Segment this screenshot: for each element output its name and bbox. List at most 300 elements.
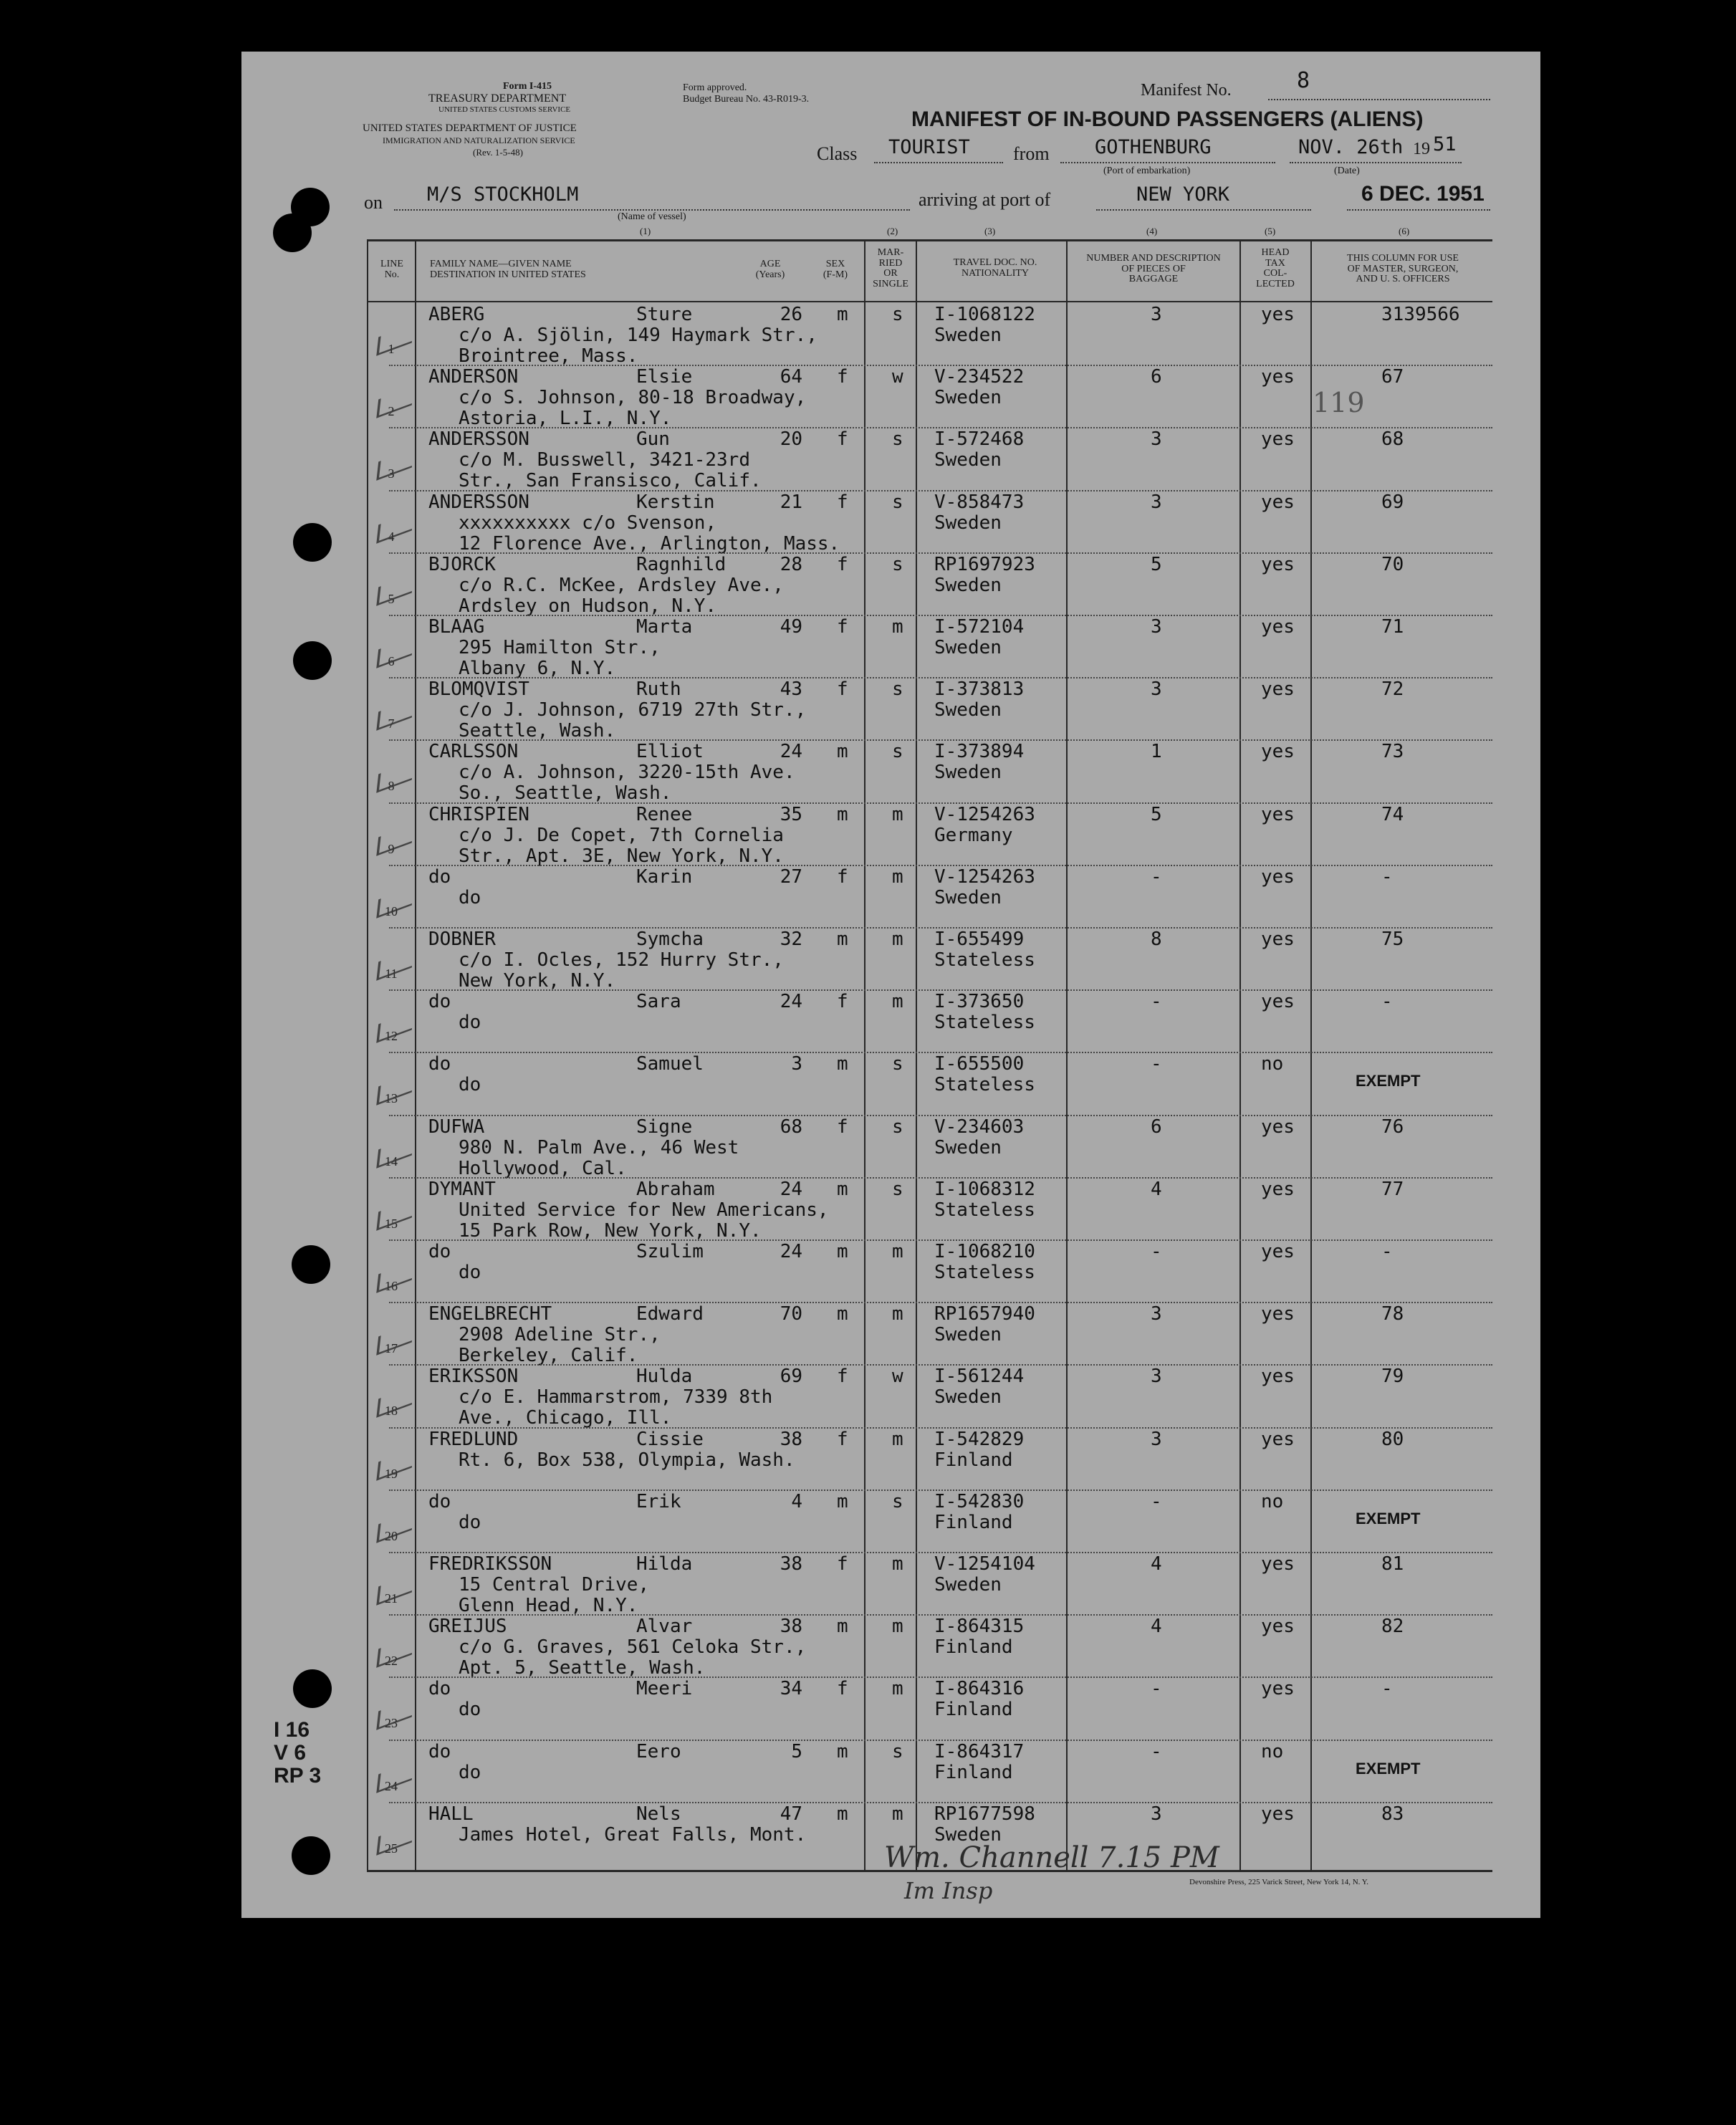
passenger-off: 77: [1381, 1178, 1404, 1200]
passenger-ms: m: [892, 991, 903, 1013]
passenger-addr1: 15 Central Drive,: [459, 1574, 650, 1596]
passenger-tax: no: [1261, 1740, 1284, 1762]
passenger-doc: RP1657940: [934, 1303, 1035, 1325]
passenger-ms: s: [892, 428, 903, 451]
passenger-off: 70: [1381, 553, 1404, 575]
passenger-tax: yes: [1261, 616, 1295, 638]
passenger-family: DYMANT: [428, 1178, 496, 1200]
passenger-nat: Stateless: [934, 1262, 1035, 1283]
passenger-addr1: Rt. 6, Box 538, Olympia, Wash.: [459, 1449, 795, 1471]
passenger-age: 27: [780, 865, 802, 888]
passenger-given: Nels: [636, 1803, 681, 1825]
passenger-sex: m: [837, 1303, 848, 1325]
passenger-sex: f: [837, 1553, 848, 1575]
line-number: 9: [388, 841, 395, 856]
line-number: 13: [385, 1091, 398, 1106]
passenger-given: Signe: [636, 1116, 693, 1138]
passenger-addr2: So., Seattle, Wash.: [459, 782, 672, 805]
passenger-addr2: Glenn Head, N.Y.: [459, 1595, 638, 1616]
vessel-name: M/S STOCKHOLM: [427, 183, 579, 206]
customs-service: UNITED STATES CUSTOMS SERVICE: [438, 105, 571, 114]
passenger-bag: 3: [1151, 1428, 1162, 1450]
passenger-nat: Germany: [934, 824, 1013, 846]
passenger-addr2: Hollywood, Cal.: [459, 1157, 627, 1179]
passenger-given: Elliot: [636, 741, 704, 763]
passenger-addr1: 295 Hamilton Str.,: [459, 637, 661, 658]
passenger-bag: 3: [1151, 1803, 1162, 1825]
binder-hole: [273, 214, 312, 252]
passenger-sex: m: [837, 1241, 848, 1262]
class-value: TOURIST: [888, 136, 970, 158]
inspector-signature: Wm. Channell 7.15 PM: [884, 1841, 1219, 1874]
passenger-nat: Stateless: [934, 1074, 1035, 1096]
passenger-family: ANDERSON: [428, 366, 519, 388]
binder-hole: [292, 1245, 330, 1284]
passenger-given: Abraham: [636, 1178, 715, 1200]
passenger-doc: I-1068312: [934, 1178, 1035, 1200]
passenger-addr2: 12 Florence Ave., Arlington, Mass.: [459, 532, 840, 555]
passenger-bag: 6: [1151, 366, 1162, 388]
passenger-addr2: Ave., Chicago, Ill.: [459, 1407, 672, 1429]
passenger-given: Gun: [636, 428, 670, 451]
inspector-title: Im Insp: [904, 1877, 993, 1904]
passenger-sex: f: [837, 678, 848, 701]
passenger-sex: f: [837, 553, 848, 575]
passenger-doc: V-234603: [934, 1116, 1025, 1138]
passenger-bag: 4: [1151, 1178, 1162, 1200]
passenger-family: ABERG: [428, 304, 485, 325]
passenger-ms: s: [892, 1116, 903, 1138]
passenger-tax: yes: [1261, 1553, 1295, 1575]
col-header-headtax: HEAD TAX COL- LECTED: [1256, 247, 1295, 290]
passenger-ms: m: [892, 1678, 903, 1700]
vessel-line: [394, 209, 910, 211]
passenger-bag: -: [1151, 1740, 1162, 1762]
passenger-doc: RP1697923: [934, 553, 1035, 575]
passenger-addr2: New York, N.Y.: [459, 970, 616, 992]
passenger-sex: f: [837, 991, 848, 1013]
passenger-age: 28: [780, 553, 802, 575]
passenger-ms: m: [892, 865, 903, 888]
passenger-tax: yes: [1261, 428, 1295, 451]
passenger-addr1: James Hotel, Great Falls, Mont.: [459, 1823, 807, 1846]
line-number: 16: [385, 1279, 398, 1293]
passenger-sex: f: [837, 1678, 848, 1700]
passenger-doc: RP1677598: [934, 1803, 1035, 1825]
passenger-nat: Finland: [934, 1636, 1013, 1659]
passenger-age: 69: [780, 1366, 802, 1388]
passenger-tax: yes: [1261, 304, 1295, 325]
passenger-family: ERIKSSON: [428, 1366, 519, 1388]
passenger-sex: f: [837, 1116, 848, 1138]
passenger-age: 20: [780, 428, 802, 451]
passenger-bag: -: [1151, 865, 1162, 888]
passenger-sex: f: [837, 491, 848, 513]
passenger-given: Samuel: [636, 1053, 704, 1075]
passenger-bag: -: [1151, 991, 1162, 1013]
passenger-ms: m: [892, 1241, 903, 1262]
passenger-given: Meeri: [636, 1678, 693, 1700]
passenger-ms: w: [892, 1366, 903, 1388]
passenger-age: 3: [791, 1053, 802, 1075]
passenger-doc: V-1254104: [934, 1553, 1035, 1575]
passenger-addr1: do: [459, 1012, 481, 1034]
col-header-baggage: NUMBER AND DESCRIPTION OF PIECES OF BAGGAGE: [1086, 253, 1221, 285]
passenger-family: do: [428, 865, 451, 888]
passenger-given: Cissie: [636, 1428, 704, 1450]
col-rule-sex: [864, 239, 865, 1871]
passenger-sex: m: [837, 1178, 848, 1200]
passenger-addr2: Brointree, Mass.: [459, 345, 638, 367]
passenger-addr1: c/o J. De Copet, 7th Cornelia: [459, 824, 784, 846]
passenger-bag: -: [1151, 1678, 1162, 1700]
passenger-addr1: do: [459, 1262, 481, 1283]
passenger-off: 76: [1381, 1116, 1404, 1138]
passenger-ms: m: [892, 1428, 903, 1450]
port-caption: (Port of embarkation): [1103, 166, 1191, 176]
passenger-family: do: [428, 991, 451, 1013]
table-header-rule: [367, 301, 1492, 302]
passenger-ms: m: [892, 1616, 903, 1638]
passenger-off: 3139566: [1381, 304, 1460, 325]
line-number: 25: [385, 1841, 398, 1856]
passenger-nat: Sweden: [934, 762, 1002, 784]
arrival-date-line: [1347, 209, 1490, 211]
passenger-given: Hulda: [636, 1366, 693, 1388]
passenger-tax: yes: [1261, 366, 1295, 388]
passenger-doc: I-864316: [934, 1678, 1025, 1700]
passenger-off: 71: [1381, 616, 1404, 638]
passenger-family: do: [428, 1053, 451, 1075]
arrival-date-stamp: 6 DEC. 1951: [1361, 182, 1485, 206]
passenger-given: Karin: [636, 865, 693, 888]
passenger-addr2: Str., San Fransisco, Calif.: [459, 470, 762, 492]
passenger-tax: no: [1261, 1490, 1284, 1512]
passenger-nat: Stateless: [934, 1199, 1035, 1221]
passenger-family: ENGELBRECHT: [428, 1303, 552, 1325]
passenger-sex: f: [837, 1366, 848, 1388]
passenger-off: 72: [1381, 678, 1404, 701]
col-rule-baggage: [1239, 239, 1241, 1871]
passenger-nat: Sweden: [934, 1324, 1002, 1346]
passenger-off: 82: [1381, 1616, 1404, 1638]
line-number: 6: [388, 654, 395, 668]
passenger-addr2: Astoria, L.I., N.Y.: [459, 408, 672, 430]
manifest-page: [241, 52, 1540, 1918]
from-label: from: [1013, 143, 1050, 164]
passenger-off: -: [1381, 865, 1393, 888]
passenger-tax: yes: [1261, 741, 1295, 763]
line-number: 1: [388, 342, 395, 356]
passenger-family: DOBNER: [428, 929, 496, 950]
passenger-given: Marta: [636, 616, 693, 638]
passenger-nat: Sweden: [934, 1574, 1002, 1596]
passenger-given: Edward: [636, 1303, 704, 1325]
passenger-bag: 3: [1151, 491, 1162, 513]
passenger-bag: 3: [1151, 678, 1162, 701]
passenger-doc: I-561244: [934, 1366, 1025, 1388]
on-label: on: [364, 192, 383, 213]
passenger-doc: V-234522: [934, 366, 1025, 388]
passenger-addr1: 2908 Adeline Str.,: [459, 1324, 661, 1346]
passenger-bag: 8: [1151, 929, 1162, 950]
passenger-tax: yes: [1261, 1428, 1295, 1450]
passenger-age: 64: [780, 366, 802, 388]
passenger-tax: yes: [1261, 1303, 1295, 1325]
passenger-ms: s: [892, 741, 903, 763]
line-number: 3: [388, 466, 395, 481]
passenger-nat: Sweden: [934, 325, 1002, 346]
col-header-officers: THIS COLUMN FOR USE OF MASTER, SURGEON, AND U. S. OFFICERS: [1347, 253, 1459, 285]
passenger-bag: 3: [1151, 616, 1162, 638]
passenger-addr1: c/o A. Johnson, 3220-15th Ave.: [459, 762, 795, 784]
passenger-given: Sture: [636, 304, 693, 325]
passenger-given: Kerstin: [636, 491, 715, 513]
passenger-doc: V-1254263: [934, 865, 1035, 888]
passenger-tax: yes: [1261, 1178, 1295, 1200]
passenger-nat: Stateless: [934, 949, 1035, 971]
date-line: [1290, 162, 1462, 163]
passenger-family: BJORCK: [428, 553, 496, 575]
passenger-nat: Sweden: [934, 387, 1002, 409]
passenger-given: Szulim: [636, 1241, 704, 1262]
line-number: 19: [385, 1466, 398, 1481]
line-number: 2: [388, 404, 395, 419]
passenger-ms: m: [892, 1303, 903, 1325]
passenger-off: EXEMPT: [1356, 1509, 1421, 1527]
passenger-tax: yes: [1261, 929, 1295, 950]
col-header-travel: TRAVEL DOC. NO. NATIONALITY: [953, 257, 1037, 279]
line-number: 17: [385, 1341, 398, 1356]
passenger-ms: m: [892, 1553, 903, 1575]
passenger-sex: m: [837, 1053, 848, 1075]
passenger-age: 32: [780, 929, 802, 950]
col-header-name: FAMILY NAME—GIVEN NAME DESTINATION IN UNITED STATES: [430, 259, 586, 280]
passenger-doc: I-655499: [934, 929, 1025, 950]
passenger-doc: I-373894: [934, 741, 1025, 763]
line-number: 23: [385, 1716, 398, 1731]
passenger-ms: s: [892, 1053, 903, 1075]
passenger-family: ANDERSSON: [428, 428, 529, 451]
class-label: Class: [817, 143, 858, 164]
passenger-tax: yes: [1261, 553, 1295, 575]
passenger-addr1: c/o A. Sjölin, 149 Haymark Str.,: [459, 325, 817, 346]
form-number: Form I-415: [503, 81, 552, 92]
passenger-age: 70: [780, 1303, 802, 1325]
passenger-ms: m: [892, 803, 903, 825]
passenger-nat: Sweden: [934, 1386, 1002, 1409]
passenger-tax: yes: [1261, 991, 1295, 1013]
passenger-age: 68: [780, 1116, 802, 1138]
passenger-tax: yes: [1261, 1803, 1295, 1825]
col-rule-headtax: [1310, 239, 1312, 1871]
passenger-off: 74: [1381, 803, 1404, 825]
passenger-off: 79: [1381, 1366, 1404, 1388]
margin-mark-119: 119: [1313, 387, 1365, 418]
passenger-given: Ruth: [636, 678, 681, 701]
passenger-sex: f: [837, 616, 848, 638]
passenger-age: 34: [780, 1678, 802, 1700]
col-rule-left: [367, 239, 368, 1871]
passenger-family: do: [428, 1678, 451, 1700]
manifest-no-label: Manifest No.: [1141, 81, 1232, 100]
passenger-doc: I-373650: [934, 991, 1025, 1013]
passenger-nat: Finland: [934, 1699, 1013, 1721]
col-header-sex: SEX (F-M): [823, 259, 848, 280]
passenger-given: Ragnhild: [636, 553, 726, 575]
passenger-bag: -: [1151, 1053, 1162, 1075]
passenger-doc: I-1068210: [934, 1241, 1035, 1262]
passenger-off: -: [1381, 1241, 1393, 1262]
col-number-5: (5): [1265, 226, 1276, 236]
passenger-doc: V-858473: [934, 491, 1025, 513]
passenger-age: 26: [780, 304, 802, 325]
line-number: 5: [388, 591, 395, 606]
passenger-off: 78: [1381, 1303, 1404, 1325]
passenger-family: DUFWA: [428, 1116, 485, 1138]
passenger-ms: s: [892, 1178, 903, 1200]
passenger-bag: 3: [1151, 1303, 1162, 1325]
col-number-1: (1): [640, 226, 651, 236]
passenger-addr1: c/o I. Ocles, 152 Hurry Str.,: [459, 949, 784, 971]
passenger-ms: m: [892, 1803, 903, 1825]
passenger-tax: yes: [1261, 803, 1295, 825]
passenger-addr1: do: [459, 1511, 481, 1533]
passenger-tax: yes: [1261, 1116, 1295, 1138]
passenger-nat: Stateless: [934, 1012, 1035, 1034]
line-number: 12: [385, 1029, 398, 1044]
passenger-doc: V-1254263: [934, 803, 1035, 825]
passenger-addr2: 15 Park Row, New York, N.Y.: [459, 1219, 762, 1242]
passenger-off: -: [1381, 991, 1393, 1013]
passenger-given: Sara: [636, 991, 681, 1013]
passenger-addr1: c/o G. Graves, 561 Celoka Str.,: [459, 1636, 807, 1659]
passenger-sex: m: [837, 1616, 848, 1638]
binder-hole: [293, 641, 332, 680]
passenger-doc: I-572468: [934, 428, 1025, 451]
from-port: GOTHENBURG: [1095, 136, 1212, 158]
passenger-family: CARLSSON: [428, 741, 519, 763]
passenger-sex: m: [837, 1740, 848, 1762]
passenger-age: 43: [780, 678, 802, 701]
passenger-age: 5: [791, 1740, 802, 1762]
passenger-addr2: Apt. 5, Seattle, Wash.: [459, 1657, 706, 1679]
passenger-off: 67: [1381, 366, 1404, 388]
margin-total-i: I 16: [274, 1718, 310, 1742]
passenger-addr1: United Service for New Americans,: [459, 1199, 829, 1221]
passenger-nat: Finland: [934, 1449, 1013, 1471]
passenger-ms: w: [892, 366, 903, 388]
passenger-family: ANDERSSON: [428, 491, 529, 513]
passenger-ms: m: [892, 616, 903, 638]
passenger-sex: f: [837, 865, 848, 888]
passenger-given: Symcha: [636, 929, 704, 950]
passenger-given: Elsie: [636, 366, 693, 388]
passenger-off: 75: [1381, 929, 1404, 950]
passenger-age: 24: [780, 1178, 802, 1200]
passenger-off: EXEMPT: [1356, 1759, 1421, 1778]
passenger-addr1: xxxxxxxxxx c/o Svenson,: [459, 512, 717, 534]
passenger-addr2: Str., Apt. 3E, New York, N.Y.: [459, 845, 784, 867]
passenger-family: BLAAG: [428, 616, 485, 638]
passenger-doc: I-572104: [934, 616, 1025, 638]
passenger-addr1: c/o M. Busswell, 3421-23rd: [459, 449, 750, 471]
passenger-off: 69: [1381, 491, 1404, 513]
passenger-doc: I-542829: [934, 1428, 1025, 1450]
passenger-sex: m: [837, 1803, 848, 1825]
form-revision: (Rev. 1-5-48): [473, 147, 523, 158]
passenger-age: 38: [780, 1428, 802, 1450]
passenger-ms: s: [892, 678, 903, 701]
passenger-ms: m: [892, 929, 903, 950]
passenger-addr1: c/o J. Johnson, 6719 27th Str.,: [459, 699, 807, 721]
passenger-nat: Sweden: [934, 699, 1002, 721]
passenger-age: 49: [780, 616, 802, 638]
arrival-port: NEW YORK: [1136, 183, 1230, 206]
passenger-ms: s: [892, 491, 903, 513]
binder-hole: [293, 1669, 332, 1708]
col-rule-line: [415, 239, 416, 1871]
line-number: 24: [385, 1778, 398, 1793]
passenger-addr2: Ardsley on Hudson, N.Y.: [459, 595, 717, 617]
passenger-off: -: [1381, 1678, 1393, 1700]
line-number: 15: [385, 1216, 398, 1231]
col-header-age: AGE (Years): [755, 259, 785, 280]
passenger-age: 38: [780, 1553, 802, 1575]
passenger-tax: yes: [1261, 678, 1295, 701]
passenger-age: 24: [780, 1241, 802, 1262]
passenger-tax: no: [1261, 1053, 1284, 1075]
passenger-age: 47: [780, 1803, 802, 1825]
passenger-tax: yes: [1261, 1241, 1295, 1262]
passenger-off: 83: [1381, 1803, 1404, 1825]
passenger-bag: -: [1151, 1490, 1162, 1512]
col-rule-married: [916, 239, 917, 1871]
line-number: 10: [385, 903, 398, 918]
passenger-nat: Sweden: [934, 1823, 1002, 1846]
passenger-addr1: c/o R.C. McKee, Ardsley Ave.,: [459, 574, 784, 596]
col-header-married: MAR- RIED OR SINGLE: [873, 247, 908, 290]
passenger-addr2: Albany 6, N.Y.: [459, 658, 616, 679]
col-header-line: LINE No.: [380, 259, 403, 280]
line-number: 8: [388, 779, 395, 794]
manifest-number: 8: [1297, 68, 1310, 93]
passenger-family: do: [428, 1740, 451, 1762]
passenger-doc: I-864315: [934, 1616, 1025, 1638]
passenger-doc: I-373813: [934, 678, 1025, 701]
passenger-nat: Sweden: [934, 512, 1002, 534]
passenger-age: 35: [780, 803, 802, 825]
passenger-tax: yes: [1261, 1366, 1295, 1388]
passenger-family: do: [428, 1490, 451, 1512]
passenger-age: 4: [791, 1490, 802, 1512]
year-prefix: 19: [1413, 140, 1430, 158]
passenger-addr1: do: [459, 1699, 481, 1721]
passenger-nat: Finland: [934, 1511, 1013, 1533]
passenger-nat: Finland: [934, 1761, 1013, 1783]
passenger-tax: yes: [1261, 491, 1295, 513]
passenger-addr1: c/o S. Johnson, 80-18 Broadway,: [459, 387, 807, 409]
passenger-bag: 3: [1151, 428, 1162, 451]
binder-hole: [293, 523, 332, 562]
passenger-sex: m: [837, 304, 848, 325]
date-caption: (Date): [1334, 166, 1360, 176]
passenger-off: EXEMPT: [1356, 1072, 1421, 1090]
justice-dept: UNITED STATES DEPARTMENT OF JUSTICE: [363, 123, 577, 134]
year-suffix: 51: [1433, 133, 1457, 155]
col-rule-travel: [1066, 239, 1068, 1871]
margin-total-rp: RP 3: [274, 1764, 322, 1788]
